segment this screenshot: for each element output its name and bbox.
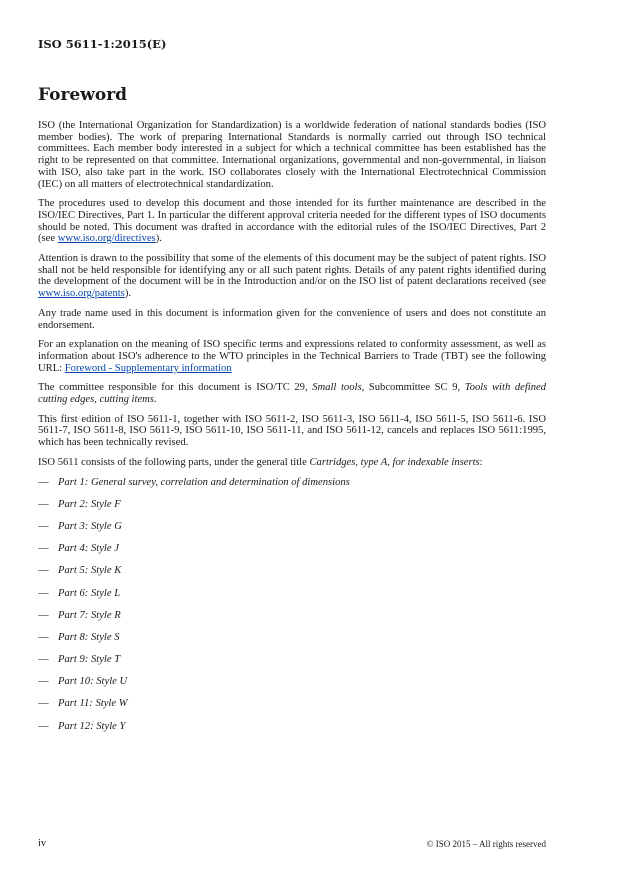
list-item: [38, 721, 546, 743]
list-item: [38, 499, 546, 521]
list-item: [38, 654, 546, 676]
page-number: iv: [38, 838, 47, 849]
list-item: [38, 676, 546, 698]
procedures-end: ).: [155, 233, 162, 245]
dash-marker: —: [38, 720, 49, 732]
paragraph-trade-name: Any trade name used in this document is information given for the convenience of users and does not constitute an endorsement.: [38, 307, 546, 331]
list-item: [38, 565, 546, 587]
list-item: [38, 588, 546, 610]
parts-list: [38, 477, 546, 743]
dash-marker: —: [38, 543, 49, 555]
patents-text: Attention is drawn to the possibility that some of the elements of this document may be the subject of patent rights. ISO shall not be held responsible for identifying any or all such patent rights. Details of any patent rights identified during the development of the document will be in the Introduction and/or on the ISO list of patent declarations received (see: [38, 253, 546, 288]
paragraph-conformity: [38, 339, 546, 374]
paragraph-edition: This first edition of ISO 5611-1, together with ISO 5611-2, ISO 5611-3, ISO 5611-4, ISO 5611-5, ISO 5611-6. ISO 5611-7, ISO 5611-8, ISO 5611-9, ISO 5611-10, ISO 5611-11, and ISO 5611-12, cancels and replaces ISO 5611:1995, which has been technically revised.: [38, 413, 546, 449]
supplementary-info-link[interactable]: Foreword - Supplementary information: [64, 362, 232, 374]
conformity-text: For an explanation on the meaning of ISO specific terms and expressions related to conformity assessment, as well as information about ISO's adherence to the WTO principles in the Technical Barriers to Trade (TBT) see the following URL:: [38, 339, 546, 374]
committee-mid: , Subcommittee SC 9,: [361, 382, 465, 394]
directives-link[interactable]: www.iso.org/directives: [57, 233, 156, 245]
list-item: [38, 477, 546, 499]
dash-marker: —: [38, 698, 49, 710]
part-label: Part 6: Style L: [58, 587, 121, 599]
paragraph-parts-intro: [38, 457, 546, 469]
foreword-body: [38, 120, 546, 743]
part-label: Part 2: Style F: [58, 498, 121, 510]
list-item: [38, 698, 546, 720]
committee-text: The committee responsible for this document is ISO/TC 29,: [38, 382, 313, 394]
part-label: Part 10: Style U: [58, 676, 128, 688]
dash-marker: —: [38, 654, 49, 666]
page-title: Foreword: [38, 85, 128, 105]
parts-intro-end: :: [479, 456, 483, 468]
dash-marker: —: [38, 565, 49, 577]
part-label: Part 3: Style G: [58, 520, 122, 532]
document-id: ISO 5611-1:2015(E): [38, 37, 167, 51]
part-label: Part 7: Style R: [58, 609, 121, 621]
subcommittee-name: Tools with defined cutting edges, cutting items: [38, 382, 547, 406]
paragraph-procedures: [38, 198, 546, 245]
dash-marker: —: [38, 676, 49, 688]
dash-marker: —: [38, 631, 49, 643]
list-item: [38, 632, 546, 654]
parts-intro-text: ISO 5611 consists of the following parts, under the general title: [38, 456, 310, 468]
list-item: [38, 543, 546, 565]
patents-end: ).: [124, 288, 131, 300]
paragraph-iso-intro: ISO (the International Organization for Standardization) is a worldwide federation of national standards bodies (ISO member bodies). The work of preparing International Standards is normally carried out through ISO technical committees. Each member body interested in a subject for which a technical committee has been established has the right to be represented on that committee. International organizations, governmental and non-governmental, in liaison with ISO, also take part in the work. ISO collaborates closely with the International Electrotechnical Commission (IEC) on all matters of electrotechnical standardization.: [38, 120, 546, 190]
part-label: Part 11: Style W: [58, 698, 128, 710]
part-label: Part 5: Style K: [58, 565, 122, 577]
part-label: Part 1: General survey, correlation and determination of dimensions: [58, 476, 350, 488]
committee-name: Small tools: [312, 382, 362, 394]
paragraph-committee: [38, 382, 546, 405]
list-item: [38, 610, 546, 632]
general-title: Cartridges, type A, for indexable inserts: [309, 456, 480, 468]
copyright-notice: © ISO 2015 – All rights reserved: [426, 839, 546, 849]
part-label: Part 8: Style S: [58, 631, 120, 643]
procedures-text: The procedures used to develop this document and those intended for its further maintenance are described in the ISO/IEC Directives, Part 1. In particular the different approval criteria needed for the different types of ISO documents should be noted. This document was drafted in accordance with the editorial rules of the ISO/IEC Directives, Part 2 (see: [38, 198, 546, 245]
part-label: Part 4: Style J: [58, 543, 119, 555]
dash-marker: —: [38, 520, 49, 532]
dash-marker: —: [38, 498, 49, 510]
part-label: Part 12: Style Y: [58, 720, 126, 732]
dash-marker: —: [38, 609, 49, 621]
patents-link[interactable]: www.iso.org/patents: [38, 288, 125, 300]
dash-marker: —: [38, 476, 49, 488]
paragraph-patents: [38, 253, 546, 300]
committee-end: .: [153, 394, 157, 406]
dash-marker: —: [38, 587, 49, 599]
list-item: [38, 521, 546, 543]
part-label: Part 9: Style T: [58, 654, 121, 666]
